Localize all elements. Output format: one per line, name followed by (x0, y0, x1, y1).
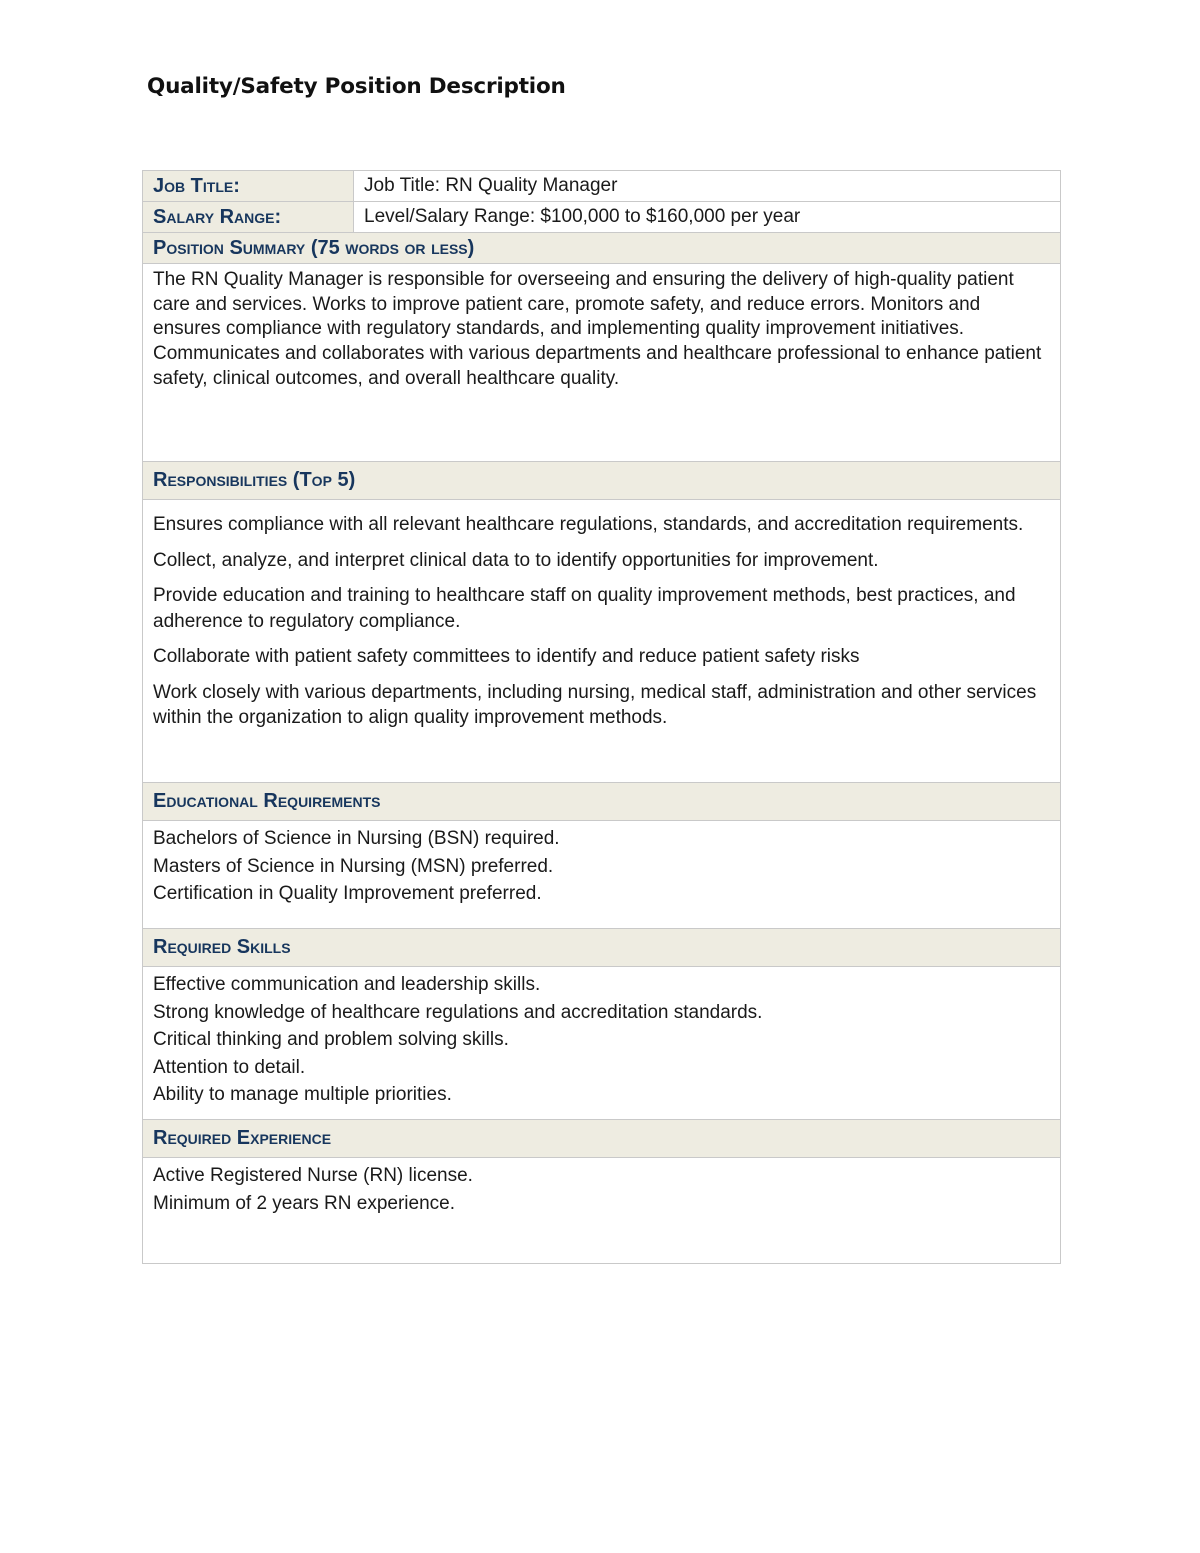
skills-list (143, 967, 1061, 1120)
position-summary-body-row (143, 264, 1061, 462)
education-item: Masters of Science in Nursing (MSN) preferred. (153, 855, 554, 877)
education-header-row (143, 783, 1061, 821)
skill-item: Ability to manage multiple priorities. (153, 1084, 452, 1105)
job-title-row (143, 171, 1061, 202)
education-item: Certification in Quality Improvement preferred. (153, 883, 542, 904)
experience-item: Minimum of 2 years RN experience. (153, 1192, 455, 1214)
responsibility-item: Provide education and training to healthcare staff on quality improvement methods, best practices, and adherence to regulatory compliance. (153, 585, 1016, 632)
responsibilities-list (143, 500, 1061, 783)
skill-item: Effective communication and leadership skills. (153, 974, 541, 995)
job-title-label: Job Title: (143, 171, 354, 202)
responsibilities-body-row (143, 500, 1061, 783)
job-title-value: Job Title: RN Quality Manager (354, 171, 1061, 202)
responsibilities-header-row (143, 462, 1061, 500)
salary-range-row (143, 202, 1061, 233)
salary-range-value: Level/Salary Range: $100,000 to $160,000 per year (354, 202, 1061, 233)
responsibility-item: Collaborate with patient safety committees to identify and reduce patient safety risks (153, 646, 860, 667)
skills-header: Required Skills (143, 929, 1061, 967)
experience-body-row (143, 1158, 1061, 1264)
skill-item: Strong knowledge of healthcare regulations and accreditation standards. (153, 1001, 763, 1023)
education-item: Bachelors of Science in Nursing (BSN) required. (153, 828, 560, 849)
salary-range-label: Salary Range: (143, 202, 354, 233)
experience-header: Required Experience (143, 1120, 1061, 1158)
position-summary-text: The RN Quality Manager is responsible for overseeing and ensuring the delivery of high-quality patient care and services. Works to improve patient care, promote safety, and reduce errors. Monitors and ensures compliance with regulatory standards, and implementing quality improvement initiatives. Communicates and collaborates with various departments and healthcare professional to enhance patient safety, clinical outcomes, and overall healthcare quality. (143, 264, 1061, 462)
education-header: Educational Requirements (143, 783, 1061, 821)
education-list (143, 821, 1061, 929)
experience-header-row (143, 1120, 1061, 1158)
skills-body-row (143, 967, 1061, 1120)
education-body-row (143, 821, 1061, 929)
skills-header-row (143, 929, 1061, 967)
responsibility-item: Ensures compliance with all relevant healthcare regulations, standards, and accreditation requirements. (153, 514, 1024, 535)
document-title: Quality/Safety Position Description (147, 74, 566, 99)
experience-item: Active Registered Nurse (RN) license. (153, 1165, 473, 1186)
skill-item: Attention to detail. (153, 1056, 306, 1078)
experience-list (143, 1158, 1061, 1264)
position-description-table (142, 170, 1061, 1264)
responsibility-item: Work closely with various departments, including nursing, medical staff, administration and other services within the organization to align quality improvement methods. (153, 681, 1037, 728)
responsibilities-header: Responsibilities (Top 5) (143, 462, 1061, 500)
position-summary-header-row (143, 233, 1061, 264)
position-summary-header: Position Summary (75 words or less) (143, 233, 1061, 264)
responsibility-item: Collect, analyze, and interpret clinical data to to identify opportunities for improvement. (153, 549, 879, 571)
skill-item: Critical thinking and problem solving skills. (153, 1029, 509, 1050)
